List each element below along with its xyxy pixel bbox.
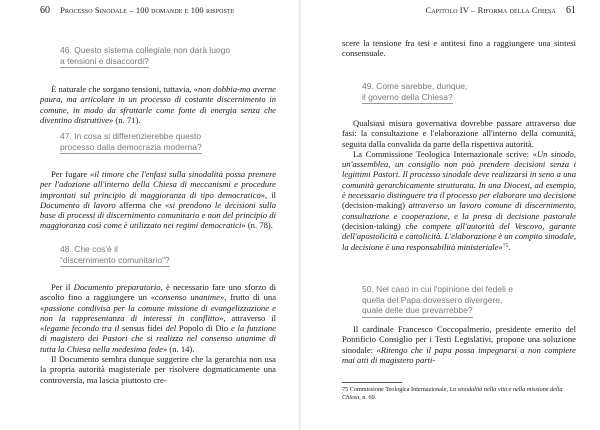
question-46-answer: È naturale che sorgano tensioni, tuttavia, «non dobbia-mo averne paura, ma articolare in un processo di costante discernimento in comune, in modo da sfruttarle come fonte di energia senza che diventino distruttive» (n. 71).: [40, 84, 276, 125]
question-46-heading: 46. Questo sistema collegiale non darà luogo a tensioni e disaccordi?: [60, 45, 230, 68]
footnote-separator: [342, 382, 402, 383]
question-47-answer: Per fugare «il timore che l'enfasi sulla sinodalità possa premere per l'adozione all'interno della Chiesa di meccanismi e procedure improntati sul principio di maggioranza di tipo democratico», il Documento di lavoro afferma che «si prendono le decisioni sulla base di processi di discernimento comunitario e non del principio di maggioranza così come è utilizzato nei regimi democratici» (n. 78).: [40, 169, 277, 231]
question-48-heading: 48. Che cos'è il “discernimento comunitario”?: [60, 244, 170, 267]
continued-text: scere la tensione fra tesi e antitesi fino a raggiungere una sintesi consensuale.: [342, 38, 576, 59]
right-page: [301, 0, 600, 430]
question-50-heading: 50. Nel caso in cui l'opinione dei fedeli e quella del Papa dovessero divergere, quale delle due prevarrebbe?: [362, 284, 513, 318]
left-page-header: [40, 5, 234, 16]
left-page: [0, 0, 299, 430]
question-48-answer: Per il Documento preparatorio, è necessario fare uno sforzo di ascolto fino a raggiungere un «consenso unanime», frutto di una «passione condivisa per la comune missione di evangelizzazione e non la rappresentanza di interessi in conflitto», attraverso il «legame fecondo tra il sensus fidei del Popolo di Dio e la funzione di magistero dei Pastori che si realizza nel consenso unanime di tutta la Chiesa nella medesima fede» (n. 14). Il Documento sembra dunque suggerire che la gerarchia non usa la propria autorità magisteriale per risolvere dogmaticamente una controversia, ma lascia piuttosto cre-: [40, 282, 277, 385]
question-49-answer: Qualsiasi misura governativa dovrebbe passare attraverso due fasi: la consultazione e l'elaborazione all'interno della comunità, seguita dalla convalida da parte della rispettiva autorità. La Commissione Teologica Internazionale scrive: «Un sinodo, un'assemblea, un consiglio non può prendere decisioni senza i legittimi Pastori. Il processo sinodale deve realizzarsi in seno a una comunità gerarchicamente strutturata. In una Diocesi, ad esempio, è necessario distinguere tra il processo per elaborare una decisione (decision-making) attraverso un lavoro comune di discernimento, consultazione e cooperazione, e la presa di decisione pastorale (decision-taking) che compete all'autorità del Vescovo, garante dell'apostolicità e cattolicità. L'elaborazione è un compito sinodale, la decisione è una responsabilità ministeriale»$^{75}$.: [342, 118, 577, 252]
left-running-head: Processo Sinodale – 100 domande e 100 risposte: [60, 5, 235, 15]
footnote-ref: 75: [502, 242, 509, 249]
left-page-number: 60: [40, 5, 50, 16]
footnote-75: 75 Commissione Teologica Internazionale, La sinodalità nella vita e nella missione della Chiesa, n. 69.: [342, 386, 563, 402]
question-48-answer-continued: Il Documento sembra dunque suggerire che la gerarchia non usa la propria autorità magisteriale per risolvere dogmaticamente una controversia, ma lascia piuttosto cre-: [40, 354, 276, 385]
question-47-heading: 47. In cosa si differenzierebbe questo processo dalla democrazia moderna?: [60, 131, 202, 154]
question-49-heading: 49. Come sarebbe, dunque, il governo della Chiesa?: [362, 81, 467, 104]
right-page-header: [426, 5, 576, 16]
right-page-number: 61: [566, 5, 576, 16]
right-running-head: Capitolo IV – Riforma della Chiesa: [425, 5, 556, 15]
question-50-answer: Il cardinale Francesco Coccopalmerio, presidente emerito del Pontificio Consiglio per i Testi Legislativi, propone una soluzione sinodale: «Ritengo che il papa possa impegnarsi a non compiere mai atti di magistero parti-: [342, 324, 576, 365]
